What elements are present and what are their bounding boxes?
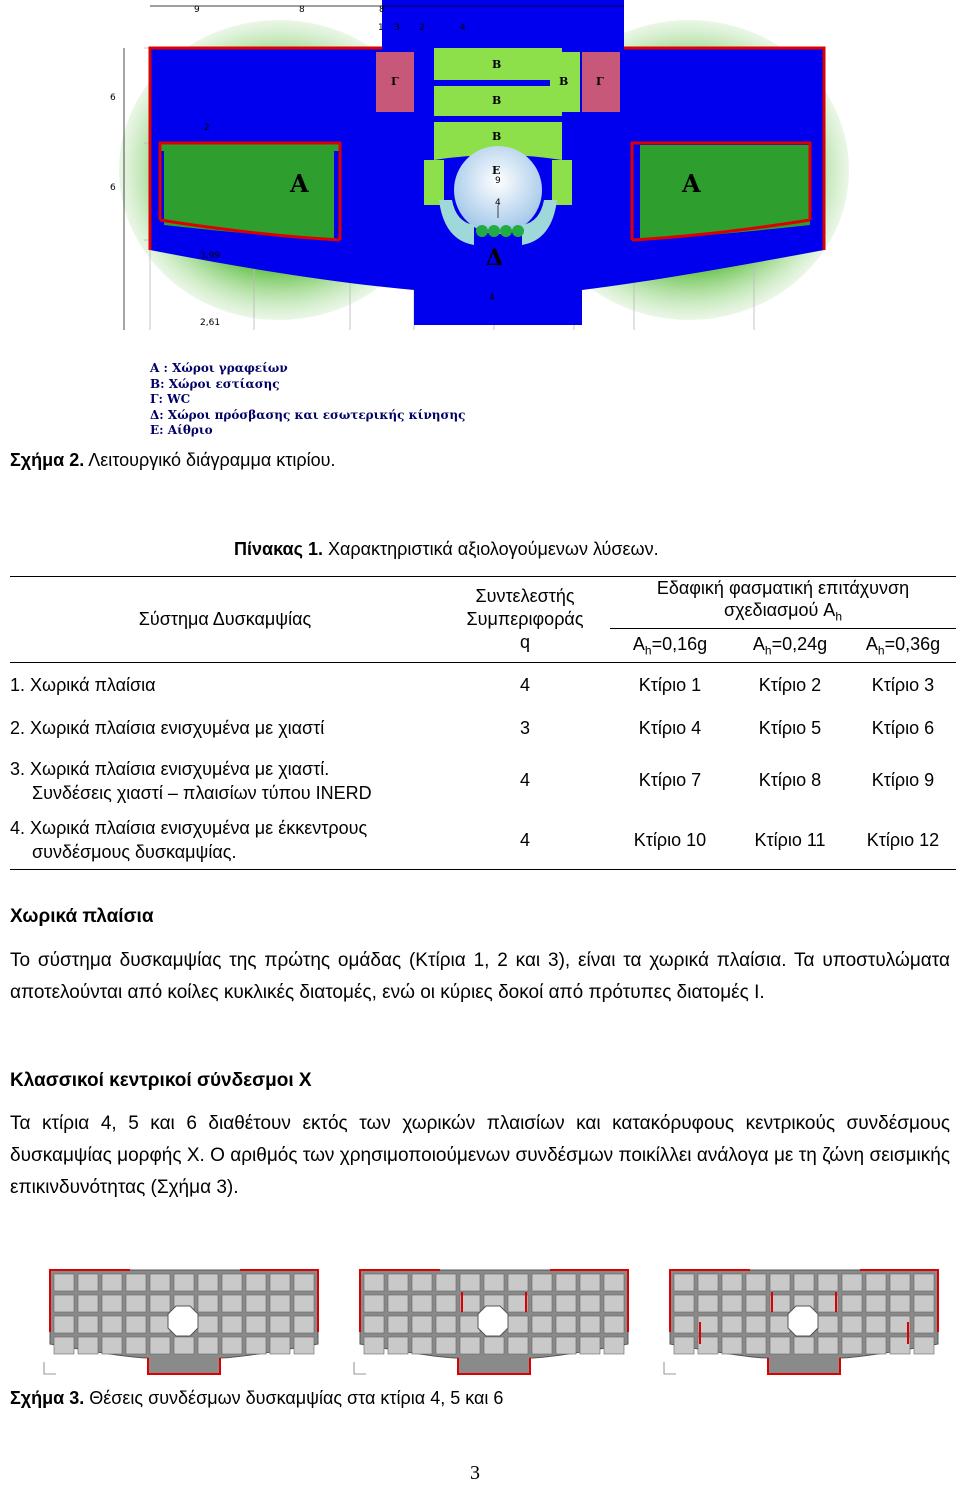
section-paragraph-x-braces: Τα κτίρια 4, 5 και 6 διαθέτουν εκτός των χωρικών πλαισίων και κατακόρυφους κεντρικούς συνδέσμους δυσκαμψίας μορφής X. Ο αριθμός των χρησιμοποιούμενων συνδέσμων ποικίλλει ανάλογα με τη ζώνη σεισμικής επικινδυνότητας (Σχήμα 3). [10,1113,950,1198]
plan-cell [222,1274,242,1291]
plan-cell [914,1295,934,1312]
axis-marker [664,1362,676,1374]
plan-cell [746,1316,766,1333]
plan-cell [674,1316,694,1333]
plan-cell [604,1316,624,1333]
plan-cell [294,1316,314,1333]
plan-cell [294,1337,314,1354]
axis-marker [44,1362,56,1374]
plan-cell [484,1337,504,1354]
plan-cell [222,1295,242,1312]
plan-cell [722,1274,742,1291]
plan-cell [842,1337,862,1354]
bracing-plans [40,1262,955,1382]
dim-top-5: 3 [394,23,400,33]
dim-top-6: 2 [419,23,425,33]
plan-cell [364,1337,384,1354]
label-a-right: Α [682,169,701,198]
figure-3 [40,1262,955,1382]
plan-cell [126,1337,146,1354]
plan-cell [460,1337,480,1354]
plan-cell [770,1316,790,1333]
plan-cell [412,1337,432,1354]
dim-left-5: 2,61 [200,318,221,328]
plan-cell [556,1274,576,1291]
figure-3-caption-text: Θέσεις συνδέσμων δυσκαμψίας στα κτίρια 4, 5 και 6 [84,1388,504,1408]
table-1-caption [234,539,659,560]
atrium-e [454,146,542,234]
plan-cell [508,1274,528,1291]
legend-item: Β: Χώροι εστίασης [150,376,280,391]
table-1-caption-bold: Πίνακας 1. [234,539,323,559]
plan-cell [174,1274,194,1291]
plan-cell [102,1337,122,1354]
dim-left-2: 2 [204,123,210,133]
plan-cell [222,1316,242,1333]
plan-cell [294,1274,314,1291]
label-g-left: Γ [391,75,399,88]
plan-cell [102,1295,122,1312]
dim-left-1: 6 [110,93,116,103]
plan-cell [364,1295,384,1312]
plan-cell [150,1274,170,1291]
dim-top-7: 4 [460,23,466,33]
plan-cell [770,1274,790,1291]
plan-cell [842,1295,862,1312]
figure-2-caption [10,450,335,471]
plan-cell [722,1337,742,1354]
label-e: Ε [492,164,501,177]
dim-left-3: 6 [110,183,116,193]
section-paragraph-space-frames: Το σύστημα δυσκαμψίας της πρώτης ομάδας (Κτίρια 1, 2 και 3), είναι τα χωρικά πλαίσια. Τα υποστυλώματα αποτελούνται από κοίλες κυκλικές διατομές, ενώ οι κύριες δοκοί από πρότυπες διατομές I. [10,950,950,1003]
figure-2-caption-bold: Σχήμα 2. [10,450,85,470]
plan-cell [770,1337,790,1354]
page-number: 3 [470,1462,480,1484]
plan-cell [54,1274,74,1291]
plan-cell [246,1316,266,1333]
plan-cell [150,1337,170,1354]
legend-item: Ε: Αίθριο [150,423,213,437]
plan-cell [126,1274,146,1291]
plan-cell [866,1274,886,1291]
plan-cell [436,1295,456,1312]
plan-cell [150,1316,170,1333]
plan-cell [556,1295,576,1312]
plan-cell [674,1295,694,1312]
legend-item: Α : Χώροι γραφείων [150,361,288,375]
bracing-plan-2 [354,1270,628,1374]
plan-cell [198,1337,218,1354]
plan-cell [460,1316,480,1333]
header-system: Σύστημα Δυσκαμψίας [10,577,440,663]
plan-cell [78,1316,98,1333]
plan-cell [484,1274,504,1291]
plan-cell [890,1274,910,1291]
header-ah-036: $A_h=0,36g$ [850,629,956,663]
plan-cell [508,1337,528,1354]
plan-cell [674,1337,694,1354]
plan-cell [556,1316,576,1333]
plan-cell [436,1316,456,1333]
plan-cell [722,1316,742,1333]
plan-cell [126,1295,146,1312]
dim-inner-1: 9 [495,176,501,186]
bracing-plan-1 [44,1270,318,1374]
section-title-space-frames: Χωρικά πλαίσια [10,906,154,927]
plan-cell [102,1316,122,1333]
header-acceleration: Εδαφική φασματική επιτάχυνση σχεδιασμού $A_h$ [610,577,956,629]
section-title-x-braces: Κλασσικοί κεντρικοί σύνδεσμοι X [10,1070,312,1091]
label-b-right: Β [559,75,569,88]
plan-cell [198,1316,218,1333]
plan-cell [580,1295,600,1312]
plan-cell [222,1337,242,1354]
plan-cell [54,1337,74,1354]
plan-cell [198,1295,218,1312]
room-a-right [640,145,810,240]
table-row: 1. Χωρικά πλαίσια 4 Κτίριο 1 Κτίριο 2 Κτίριο 3 [10,674,935,695]
plan-cell [150,1295,170,1312]
plan-cell [54,1295,74,1312]
plan-cell [674,1274,694,1291]
table-row: 4. Χωρικά πλαίσια ενισχυμένα με έκκεντρους συνδέσμους δυσκαμψίας. 4 Κτίριο 10 Κτίριο 11 Κτίριο 12 [10,812,956,870]
plan-cell [436,1274,456,1291]
plan-cell [866,1337,886,1354]
axis-marker [354,1362,366,1374]
plan-cell [412,1274,432,1291]
plan-cell [532,1274,552,1291]
plan-cell [580,1274,600,1291]
plan-cell [388,1316,408,1333]
plan-cell [914,1274,934,1291]
plan-cell [246,1274,266,1291]
plan-cell [412,1316,432,1333]
plan-cell [604,1337,624,1354]
figure-3-caption-bold: Σχήμα 3. [10,1388,85,1408]
plan-cell [78,1274,98,1291]
characteristics-table [10,576,956,870]
plan-cell [78,1337,98,1354]
header-q: Συντελεστής Συμπεριφοράς q [440,577,610,663]
plan-cell [722,1295,742,1312]
figure-3-caption [10,1388,503,1409]
plan-cell [54,1316,74,1333]
plan-cell [746,1337,766,1354]
dim-top-4: 1 [378,23,384,33]
bracing-plan-3 [664,1270,938,1374]
plan-cell [914,1337,934,1354]
label-d: Δ [486,245,504,271]
plan-cell [294,1295,314,1312]
plan-cell [842,1274,862,1291]
plan-cell [866,1316,886,1333]
plan-cell [746,1274,766,1291]
plan-cell [270,1316,290,1333]
plan-cell [556,1337,576,1354]
plan-cell [794,1274,814,1291]
header-ah-024: $A_h=0,24g$ [730,629,850,663]
dim-left-4: 3,99 [200,251,221,261]
label-b-1: Β [492,58,502,71]
dim-inner-2: 4 [495,198,501,208]
plan-cell [508,1316,528,1333]
dim-top-3: 8 [379,5,385,15]
plan-cell [698,1274,718,1291]
label-a-left: Α [290,169,309,198]
plan-cell [818,1274,838,1291]
plan-cell [174,1337,194,1354]
plan-cell [198,1274,218,1291]
plan-cell [246,1295,266,1312]
plan-cell [460,1274,480,1291]
plan-cell [102,1274,122,1291]
plan-cell [388,1295,408,1312]
plan-cell [818,1316,838,1333]
plan-cell [604,1274,624,1291]
plan-cell [604,1295,624,1312]
table-row: 3. Χωρικά πλαίσια ενισχυμένα με χιαστί. Συνδέσεις χιαστί – πλαισίων τύπου INERD 4 Κτίριο 7 Κτίριο 8 Κτίριο 9 [10,758,935,803]
plan-cell [388,1274,408,1291]
dim-inner-3: 4 [489,293,495,303]
plan-cell [746,1295,766,1312]
table-1-caption-text: Χαρακτηριστικά αξιολογούμενων λύσεων. [322,539,659,559]
label-b-2: Β [492,94,502,107]
plan-cell [270,1337,290,1354]
figure-2-caption-text: Λειτουργικό διάγραμμα κτιρίου. [84,450,336,470]
plan-cell [246,1337,266,1354]
plan-cell [890,1295,910,1312]
table-row: 2. Χωρικά πλαίσια ενισχυμένα με χιαστί 3 Κτίριο 4 Κτίριο 5 Κτίριο 6 [10,718,935,738]
plan-cell [698,1295,718,1312]
plan-cell [842,1316,862,1333]
plan-cell [532,1295,552,1312]
plan-cell [270,1274,290,1291]
plan-cell [580,1337,600,1354]
plan-cell [126,1316,146,1333]
plan-cell [532,1316,552,1333]
plan-cell [388,1337,408,1354]
plan-cell [270,1295,290,1312]
dim-top-1: 9 [194,5,200,15]
atrium-octagon [788,1306,818,1336]
plan-cell [580,1316,600,1333]
header-ah-016: $A_h=0,16g$ [610,629,730,663]
label-g-right: Γ [596,75,604,88]
atrium-octagon [478,1306,508,1336]
legend-item: Γ: WC [150,392,191,406]
atrium-octagon [168,1306,198,1336]
figure-2-legend [150,361,470,439]
plan-cell [364,1274,384,1291]
plan-cell [818,1337,838,1354]
plan-cell [436,1337,456,1354]
plan-cell [866,1295,886,1312]
plan-cell [412,1295,432,1312]
plan-cell [794,1337,814,1354]
label-b-3: Β [492,130,502,143]
plan-cell [78,1295,98,1312]
dim-top-2: 8 [299,5,305,15]
plan-cell [364,1316,384,1333]
plan-cell [914,1316,934,1333]
legend-item: Δ: Χώροι πρόσβασης και εσωτερικής κίνησης [150,407,466,422]
plan-cell [532,1337,552,1354]
